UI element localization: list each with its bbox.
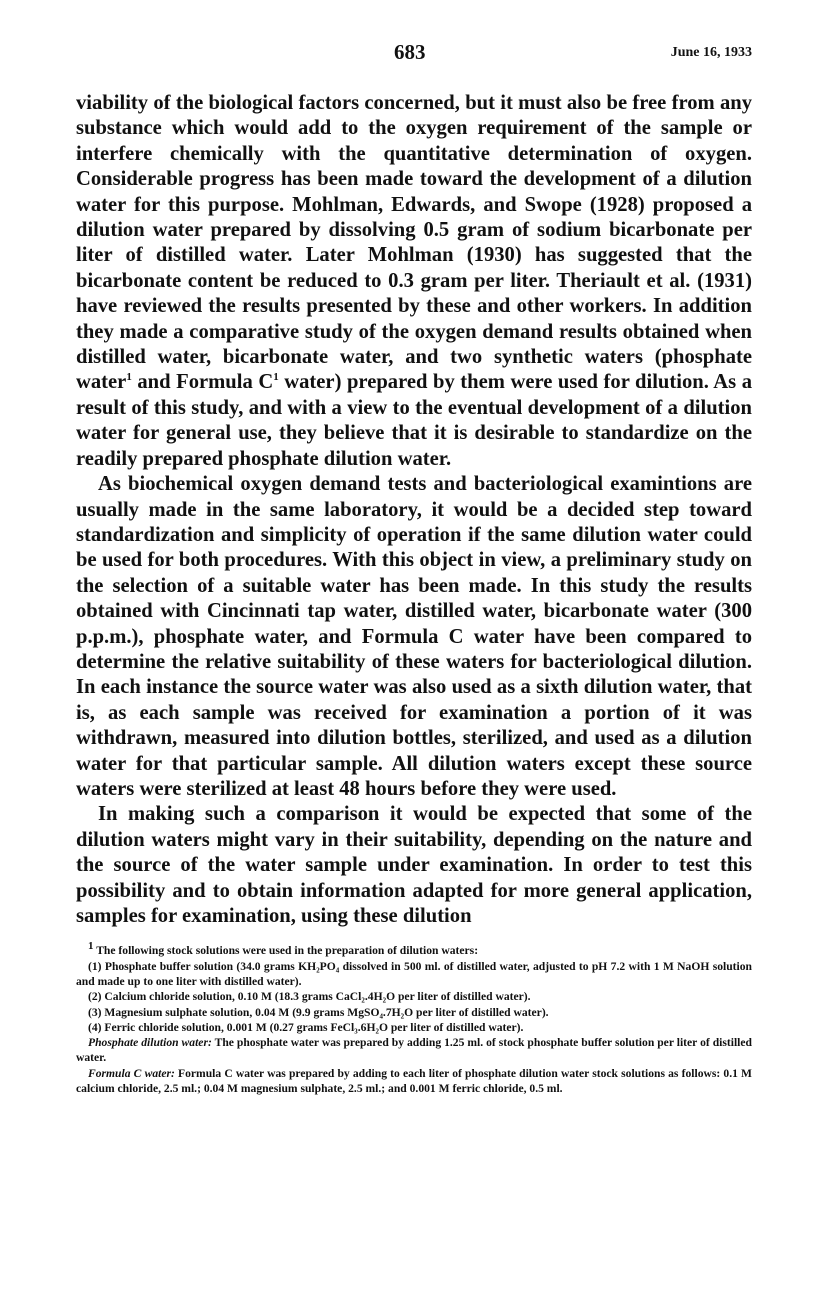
paragraph-1 xyxy=(76,91,752,472)
footnote-formula-c-label: Formula C water: xyxy=(88,1066,175,1080)
body-text xyxy=(76,91,752,929)
paragraph-1-text-b: and Formula C xyxy=(131,371,274,394)
footnote-item: (4) Ferric chloride solution, 0.001 M (0.27 grams FeCl₃.6H₂O per liter of distilled water). xyxy=(88,1020,524,1034)
footnote-ref: 1 xyxy=(126,371,132,384)
document-page xyxy=(76,40,752,1096)
footnote-intro xyxy=(76,940,752,958)
footnotes xyxy=(76,940,753,1096)
footnote-phosphate xyxy=(76,1035,752,1066)
paragraph-3: In making such a comparison it would be expected that some of the dilution waters might vary in their suitability, depending on the nature and the source of the water sample under examination. In order to test this possibility and to obtain information adapted for more general application, samples for examination, using these dilution xyxy=(76,803,752,927)
page-number: 683 xyxy=(394,40,426,64)
footnote-item: (2) Calcium chloride solution, 0.10 M (18.3 grams CaCl₂.4H₂O per liter of distilled water). xyxy=(88,990,531,1004)
footnote-item: (1) Phosphate buffer solution (34.0 grams KH₂PO₄ dissolved in 500 ml. of distilled water, adjusted to pH 7.2 with 1 M NaOH solution and made up to one liter with distilled water). xyxy=(76,959,752,988)
footnote-ref: 1 xyxy=(273,371,279,384)
footnote-marker: 1 xyxy=(88,940,94,953)
paragraph-1-text-c: water) prepared by them were used for dilution. As a result of this study, and with a view to the eventual development of a dilution water for general use, they believe that it is desirable to standardize on the readily prepared phosphate dilution water. xyxy=(76,371,753,470)
footnote-phosphate-text: The phosphate water was prepared by adding 1.25 ml. of stock phosphate buffer solution per liter of distilled water. xyxy=(76,1036,752,1065)
footnote-formula-c-text: Formula C water was prepared by adding to each liter of phosphate dilution water stock solutions as follows: 0.1 M calcium chloride, 2.5 ml.; 0.04 M magnesium sulphate, 2.5 ml.; and 0.001 M ferric chloride, 0.5 ml. xyxy=(76,1066,753,1096)
footnote-formula-c xyxy=(76,1066,752,1097)
footnote-phosphate-label: Phosphate dilution water: xyxy=(88,1036,212,1050)
paragraph-2: As biochemical oxygen demand tests and bacteriological examintions are usually made in the same laboratory, it would be a decided step toward standardization and simplicity of operation if the same dilution water could be used for both procedures. With this object in view, a preliminary study on the selection of a suitable water has been made. In this study the results obtained with Cincinnati tap water, distilled water, bicarbonate water (300 p.p.m.), phosphate water, and Formula C water have been compared to determine the relative suitability of these waters for bacteriological dilution. In each instance the source water was also used as a sixth dilution water, that is, as each sample was received for examination a portion of it was withdrawn, measured into dilution bottles, sterilized, and used as a dilution water for that particular sample. All dilution waters except these source waters were sterilized at least 48 hours before they were used. xyxy=(76,473,752,800)
running-header-date: June 16, 1933 xyxy=(670,45,752,60)
footnote-intro-text: The following stock solutions were used in the preparation of dilution waters: xyxy=(93,944,479,958)
footnote-item: (3) Magnesium sulphate solution, 0.04 M (9.9 grams MgSO₄.7H₂O per liter of distilled water). xyxy=(88,1005,549,1019)
page-header xyxy=(76,40,752,74)
paragraph-1-text-a: viability of the biological factors concerned, but it must also be free from any substance which would add to the oxygen requirement of the sample or interfere chemically with the quantitative determination of oxygen. Considerable progress has been made toward the development of a dilution water for this purpose. Mohlman, Edwards, and Swope (1928) proposed a dilution water prepared by dissolving 0.5 gram of sodium bicarbonate per liter of distilled water. Later Mohlman (1930) has suggested that the bicarbonate content be reduced to 0.3 gram per liter. Theriault et al. (1931) have reviewed the results presented by these and other workers. In addition they made a comparative study of the oxygen demand results obtained when distilled water, bicarbonate water, and two synthetic waters (phosphate water xyxy=(76,92,752,394)
